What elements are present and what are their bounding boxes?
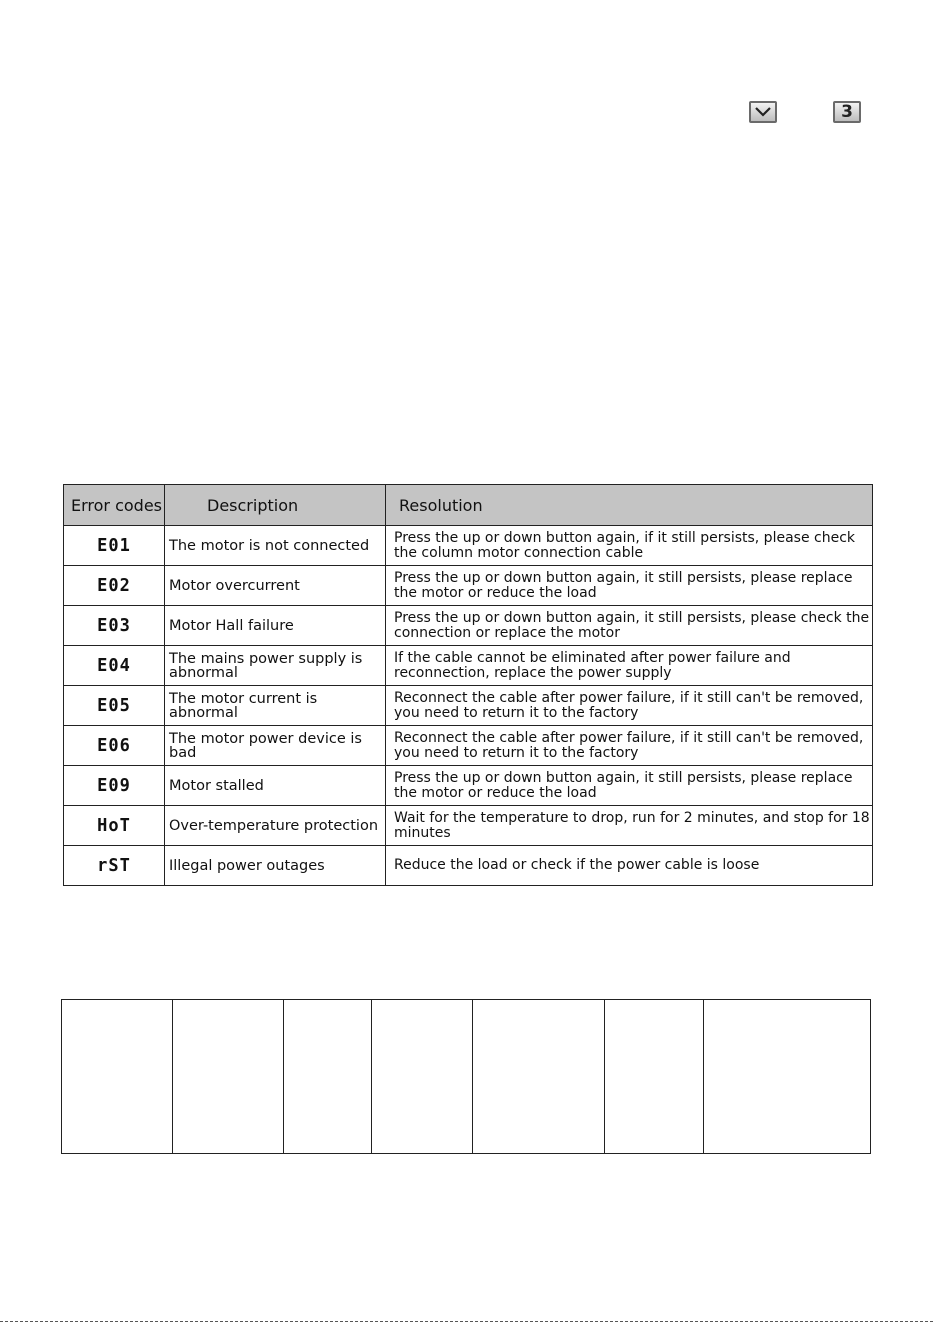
error-code: E05 [64,685,165,727]
empty-table-grid [61,999,871,1154]
error-description: The mains power supply is abnormal [165,646,386,686]
error-description: The motor power device is bad [165,726,386,766]
chevron-down-icon [754,106,772,118]
table-row [64,646,873,686]
down-key [749,101,777,123]
grid-divider [604,1000,605,1153]
table-row [64,526,873,566]
error-resolution: Wait for the temperature to drop, run for 2 minutes, and stop for 18 minutes [386,806,873,846]
header-resolution: Resolution [386,485,873,526]
error-resolution: Press the up or down button again, it still persists, please check the connection or replace the motor [386,606,873,646]
grid-divider [172,1000,173,1153]
grid-divider [371,1000,372,1153]
error-resolution: Press the up or down button again, it still persists, please replace the motor or reduce the load [386,766,873,806]
error-description: The motor current is abnormal [165,686,386,726]
grid-divider [703,1000,704,1153]
error-description: Illegal power outages [165,846,386,886]
error-code: E09 [64,765,165,807]
table-row [64,566,873,606]
error-description: The motor is not connected [165,526,386,566]
error-resolution: Reconnect the cable after power failure, if it still can't be removed, you need to return it to the factory [386,726,873,766]
table-row [64,726,873,766]
error-code: E02 [64,565,165,607]
error-description: Motor overcurrent [165,566,386,606]
page-bottom-dashed-line [0,1321,933,1322]
error-resolution: Reduce the load or check if the power cable is loose [386,846,873,886]
error-code: HoT [64,805,165,847]
table-row [64,686,873,726]
error-code: E06 [64,725,165,767]
error-resolution: Press the up or down button again, if it still persists, please check the column motor connection cable [386,526,873,566]
number-three-label: 3 [841,101,853,122]
grid-divider [283,1000,284,1153]
table-row [64,766,873,806]
table-row [64,846,873,886]
header-error-codes: Error codes [64,485,165,526]
header-description: Description [165,485,386,526]
error-description: Motor Hall failure [165,606,386,646]
error-description: Motor stalled [165,766,386,806]
table-row [64,806,873,846]
error-code: rST [64,845,165,887]
table-header-row [64,485,873,526]
error-code: E04 [64,645,165,687]
error-resolution: Press the up or down button again, it still persists, please replace the motor or reduce the load [386,566,873,606]
grid-divider [472,1000,473,1153]
error-description: Over-temperature protection [165,806,386,846]
table-row [64,606,873,646]
error-codes-table [63,484,873,886]
number-three-key [833,101,861,123]
error-resolution: Reconnect the cable after power failure, if it still can't be removed, you need to return it to the factory [386,686,873,726]
error-resolution: If the cable cannot be eliminated after power failure and reconnection, replace the power supply [386,646,873,686]
error-code: E03 [64,605,165,647]
error-code: E01 [64,525,165,567]
